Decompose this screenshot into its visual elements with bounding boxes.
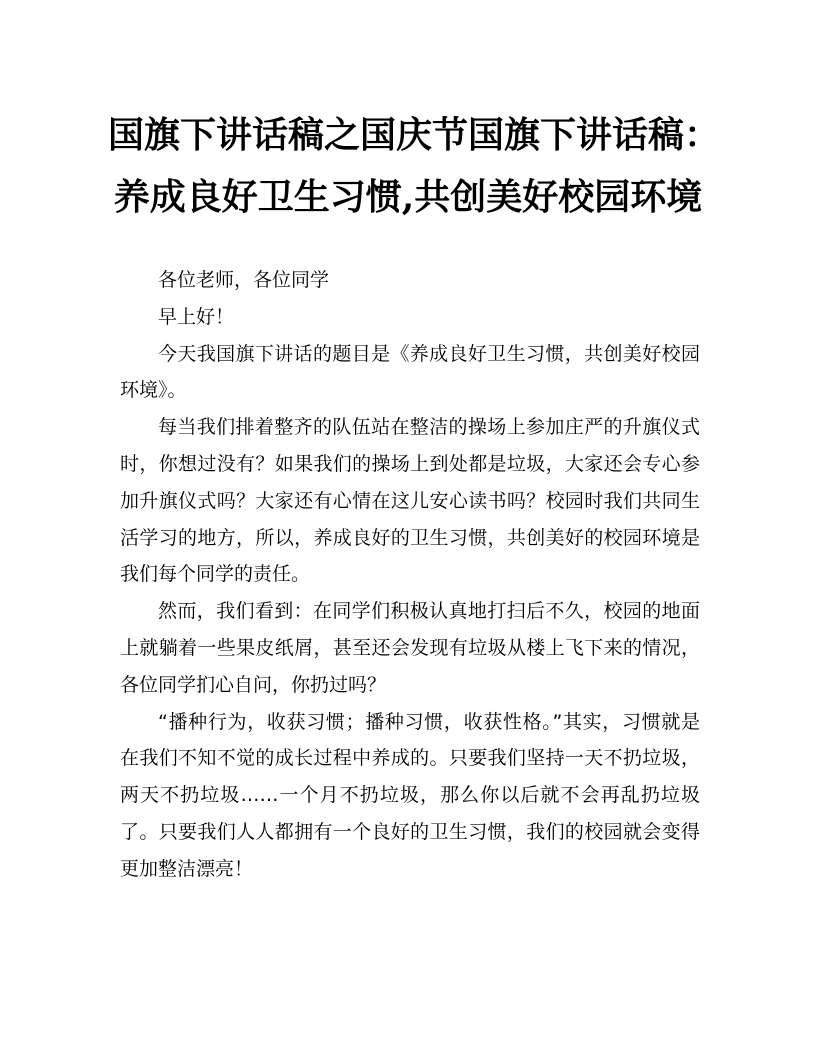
paragraph-topic: 今天我国旗下讲话的题目是《养成良好卫生习惯，共创美好校园环境》。 (120, 342, 700, 402)
paragraph-habits: “播种行为，收获习惯；播种习惯，收获性格。”其实，习惯就是在我们不知不觉的成长过程中养成的。只要我们坚持一天不扔垃圾，两天不扔垃圾……一个月不扔垃圾，那么你以后就不会再乱扔垃圾了。只要我们人人都拥有一个良好的卫生习惯，我们的校园就会变得更加整洁漂亮！ (120, 710, 700, 880)
paragraph-good-morning: 早上好！ (158, 305, 235, 328)
paragraph-greeting: 各位老师，各位同学 (158, 269, 330, 291)
paragraph-litter: 然而，我们看到：在同学们积极认真地打扫后不久，校园的地面上就躺着一些果皮纸屑，甚至还会发现有垃圾从楼上飞下来的情况，各位同学扪心自问，你扔过吗？ (120, 600, 700, 696)
document-body (120, 262, 700, 888)
title-line-2: 养成良好卫生习惯,共创美好校园环境 (113, 176, 703, 218)
title-line-1: 国旗下讲话稿之国庆节国旗下讲话稿： (108, 114, 721, 156)
paragraph-flag-ceremony: 每当我们排着整齐的队伍站在整洁的操场上参加庄严的升旗仪式时，你想过没有？如果我们的操场上到处都是垃圾，大家还会专心参加升旗仪式吗？大家还有心情在这儿安心读书吗？校园时我们共同生活学习的地方，所以，养成良好的卫生习惯，共创美好的校园环境是我们每个同学的责任。 (120, 416, 700, 586)
document-title (108, 104, 721, 228)
